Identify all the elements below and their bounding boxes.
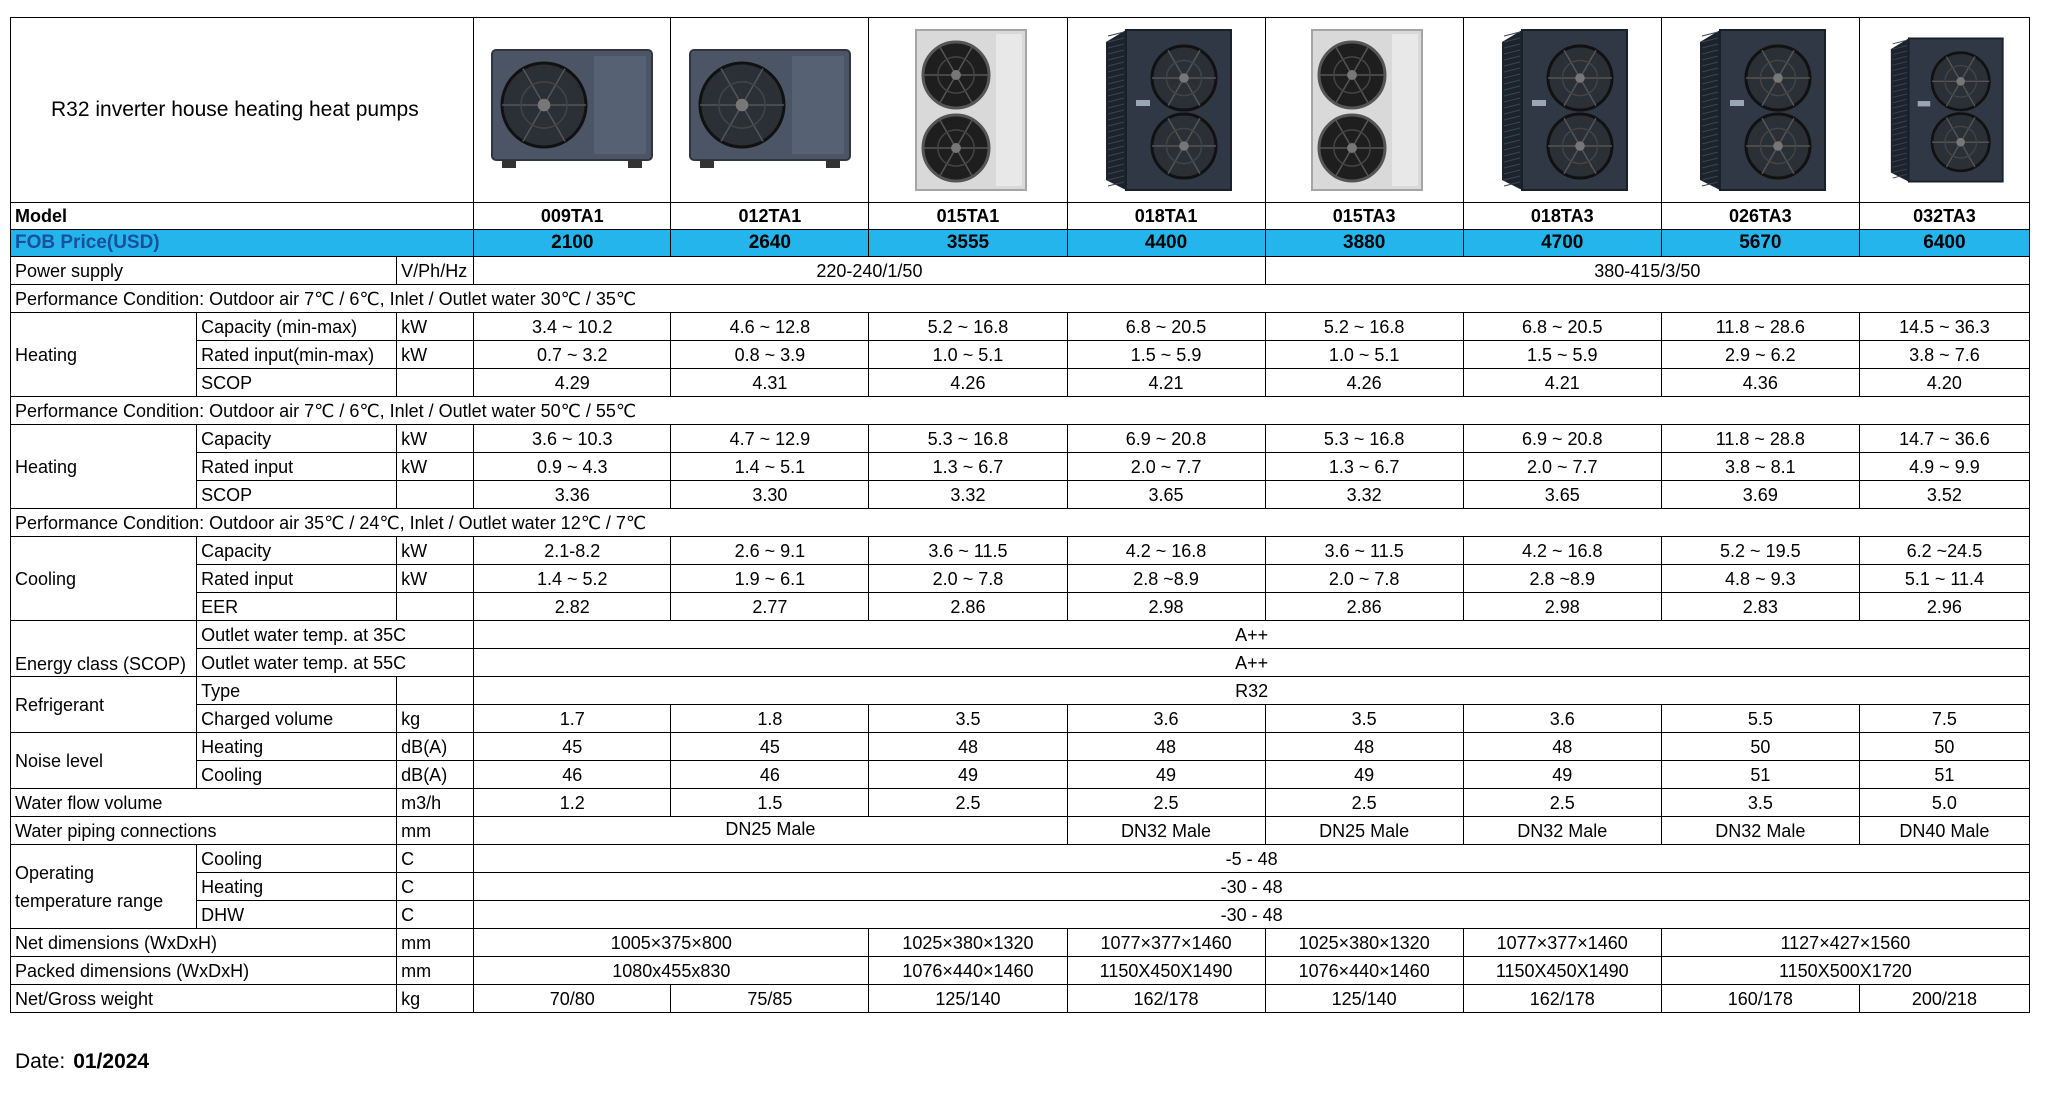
unit-image <box>1661 18 1859 203</box>
condition-row <box>11 397 2030 425</box>
unit-label: kW <box>397 565 474 593</box>
unit-label: V/Ph/Hz <box>397 257 474 285</box>
price-value: 4700 <box>1463 230 1661 257</box>
spec-value: 6.8 ~ 20.5 <box>1463 313 1661 341</box>
energy-class-value: A++ <box>474 621 2030 649</box>
spec-value: 5.2 ~ 16.8 <box>869 313 1067 341</box>
spec-value: 46 <box>474 761 671 789</box>
unit-label: C <box>397 901 474 929</box>
spec-value: 2.8 ~8.9 <box>1067 565 1265 593</box>
model-name: 012TA1 <box>671 203 869 230</box>
spec-value: 6.9 ~ 20.8 <box>1067 425 1265 453</box>
unit-image <box>1265 18 1463 203</box>
spec-value: 125/140 <box>869 985 1067 1013</box>
spec-value: 3.52 <box>1859 481 2029 509</box>
model-name: 015TA3 <box>1265 203 1463 230</box>
spec-value: DN40 Male <box>1859 817 2029 845</box>
spec-value: 3.30 <box>671 481 869 509</box>
spec-value: 2.82 <box>474 593 671 621</box>
spec-value: 0.8 ~ 3.9 <box>671 341 869 369</box>
spec-value: DN25 Male <box>474 817 1067 845</box>
spec-value: 4.9 ~ 9.9 <box>1859 453 2029 481</box>
spec-value: 1.9 ~ 6.1 <box>671 565 869 593</box>
condition-text: Performance Condition: Outdoor air 7℃ / 6℃, Inlet / Outlet water 30℃ / 35℃ <box>11 285 2030 313</box>
spec-value: 2.77 <box>671 593 869 621</box>
spec-value: 1.4 ~ 5.2 <box>474 565 671 593</box>
spec-value: 1025×380×1320 <box>1265 929 1463 957</box>
row-label: Cooling <box>197 761 397 789</box>
unit-label: mm <box>397 957 474 985</box>
energy-class-row <box>11 649 2030 677</box>
row-label: FOB Price(USD) <box>11 230 474 257</box>
op-temp-row <box>11 873 2030 901</box>
group-label <box>11 845 197 929</box>
unit-image <box>671 18 869 203</box>
row-label: Rated input(min-max) <box>197 341 397 369</box>
spec-value: 14.5 ~ 36.3 <box>1859 313 2029 341</box>
spec-value: 48 <box>869 733 1067 761</box>
spec-value: 1150X450X1490 <box>1067 957 1265 985</box>
spec-value: 11.8 ~ 28.6 <box>1661 313 1859 341</box>
unit-label: mm <box>397 817 474 845</box>
spec-table <box>10 17 2030 1013</box>
spec-value: 3.32 <box>1265 481 1463 509</box>
row-label: Charged volume <box>197 705 397 733</box>
unit-label: m3/h <box>397 789 474 817</box>
spec-value: 4.6 ~ 12.8 <box>671 313 869 341</box>
spec-value: 3.8 ~ 8.1 <box>1661 453 1859 481</box>
spec-value: 3.5 <box>869 705 1067 733</box>
row-label: DHW <box>197 901 397 929</box>
spec-value: 49 <box>869 761 1067 789</box>
heat-pump-illustration <box>1468 18 1657 202</box>
spec-value: 2.98 <box>1067 593 1265 621</box>
spec-value: 1150X500X1720 <box>1661 957 2029 985</box>
group-label-line: temperature range <box>15 890 164 911</box>
condition-text: Performance Condition: Outdoor air 35℃ / 24℃, Inlet / Outlet water 12℃ / 7℃ <box>11 509 2030 537</box>
spec-value: 160/178 <box>1661 985 1859 1013</box>
spec-row <box>11 481 2030 509</box>
row-label: Capacity <box>197 425 397 453</box>
spec-value: -30 - 48 <box>474 901 2030 929</box>
spec-value: 3.65 <box>1067 481 1265 509</box>
row-label: Heating <box>197 873 397 901</box>
spec-value: 2.8 ~8.9 <box>1463 565 1661 593</box>
spec-value: 2.5 <box>1463 789 1661 817</box>
power-value: 220-240/1/50 <box>474 257 1265 285</box>
spec-value: 3.69 <box>1661 481 1859 509</box>
spec-value: 4.26 <box>869 369 1067 397</box>
date-stamp <box>15 1050 149 1074</box>
spec-value: 3.6 <box>1067 705 1265 733</box>
spec-value: 1076×440×1460 <box>869 957 1067 985</box>
refrigerant-row <box>11 705 2030 733</box>
heat-pump-illustration <box>1864 18 2025 202</box>
unit-label: mm <box>397 929 474 957</box>
price-value: 6400 <box>1859 230 2029 257</box>
group-label: Heating <box>11 425 197 509</box>
row-label: Net dimensions (WxDxH) <box>11 929 397 957</box>
unit-label: kW <box>397 341 474 369</box>
spec-value: 2.5 <box>869 789 1067 817</box>
op-temp-row <box>11 845 2030 873</box>
spec-value: 1076×440×1460 <box>1265 957 1463 985</box>
spec-row <box>11 341 2030 369</box>
spec-value: 2.0 ~ 7.7 <box>1463 453 1661 481</box>
spec-value: 4.2 ~ 16.8 <box>1067 537 1265 565</box>
spec-value: 4.21 <box>1463 369 1661 397</box>
spec-row <box>11 593 2030 621</box>
spec-value: 48 <box>1463 733 1661 761</box>
row-label: SCOP <box>197 369 397 397</box>
row-label: Water flow volume <box>11 789 397 817</box>
spec-value: 162/178 <box>1463 985 1661 1013</box>
spec-value: 3.6 ~ 11.5 <box>869 537 1067 565</box>
spec-value: 48 <box>1265 733 1463 761</box>
power-supply-row <box>11 257 2030 285</box>
spec-value: 1.3 ~ 6.7 <box>1265 453 1463 481</box>
spec-value: 1.0 ~ 5.1 <box>1265 341 1463 369</box>
spec-value: 2.86 <box>1265 593 1463 621</box>
row-label: SCOP <box>197 481 397 509</box>
group-label: Energy class (SCOP) <box>11 621 197 677</box>
spec-value: 6.9 ~ 20.8 <box>1463 425 1661 453</box>
unit-label: kg <box>397 705 474 733</box>
spec-value: 6.2 ~24.5 <box>1859 537 2029 565</box>
unit-label: C <box>397 845 474 873</box>
spec-value: 45 <box>474 733 671 761</box>
spec-value: 2.0 ~ 7.8 <box>869 565 1067 593</box>
spec-value: 200/218 <box>1859 985 2029 1013</box>
spec-value: 1.3 ~ 6.7 <box>869 453 1067 481</box>
model-name: 032TA3 <box>1859 203 2029 230</box>
unit-label <box>397 481 474 509</box>
spec-row <box>11 369 2030 397</box>
spec-value: 4.21 <box>1067 369 1265 397</box>
spec-value: 2.98 <box>1463 593 1661 621</box>
dimensions-row <box>11 957 2030 985</box>
model-row <box>11 203 2030 230</box>
row-label: Capacity <box>197 537 397 565</box>
row-label: Packed dimensions (WxDxH) <box>11 957 397 985</box>
fob-price-row <box>11 230 2030 257</box>
spec-value: 1.5 ~ 5.9 <box>1067 341 1265 369</box>
header-row <box>11 18 2030 203</box>
spec-value: 50 <box>1661 733 1859 761</box>
spec-value: 2.9 ~ 6.2 <box>1661 341 1859 369</box>
spec-value: DN32 Male <box>1067 817 1265 845</box>
spec-value: 2.96 <box>1859 593 2029 621</box>
heat-pump-illustration <box>1072 18 1261 202</box>
spec-value: 125/140 <box>1265 985 1463 1013</box>
water-piping-row <box>11 817 2030 845</box>
spec-value: 5.3 ~ 16.8 <box>869 425 1067 453</box>
spec-value: 4.7 ~ 12.9 <box>671 425 869 453</box>
spec-value: 4.20 <box>1859 369 2029 397</box>
spec-value: 1005×375×800 <box>474 929 869 957</box>
price-value: 2640 <box>671 230 869 257</box>
model-name: 018TA1 <box>1067 203 1265 230</box>
row-label: Type <box>197 677 397 705</box>
spec-row <box>11 453 2030 481</box>
spec-value: 2.5 <box>1265 789 1463 817</box>
row-label: Water piping connections <box>11 817 397 845</box>
date-label: Date: <box>15 1050 66 1073</box>
spec-value: 2.86 <box>869 593 1067 621</box>
row-label: Rated input <box>197 453 397 481</box>
spec-value: 2.5 <box>1067 789 1265 817</box>
spec-value: 51 <box>1859 761 2029 789</box>
price-value: 3880 <box>1265 230 1463 257</box>
spec-value: 3.65 <box>1463 481 1661 509</box>
row-label: Rated input <box>197 565 397 593</box>
spec-value: 75/85 <box>671 985 869 1013</box>
spec-value: 2.1-8.2 <box>474 537 671 565</box>
spec-value: 3.4 ~ 10.2 <box>474 313 671 341</box>
unit-label: kW <box>397 313 474 341</box>
unit-label: dB(A) <box>397 761 474 789</box>
spec-value: 3.6 ~ 11.5 <box>1265 537 1463 565</box>
row-label: Heating <box>197 733 397 761</box>
spec-sheet <box>10 17 2030 1013</box>
op-temp-row <box>11 901 2030 929</box>
row-label: Outlet water temp. at 55C <box>197 649 474 677</box>
spec-value: 5.2 ~ 16.8 <box>1265 313 1463 341</box>
unit-image <box>1067 18 1265 203</box>
model-name: 009TA1 <box>474 203 671 230</box>
spec-value: 50 <box>1859 733 2029 761</box>
refrigerant-type: R32 <box>474 677 2030 705</box>
heat-pump-illustration <box>873 18 1062 202</box>
condition-row <box>11 285 2030 313</box>
spec-value: 3.36 <box>474 481 671 509</box>
spec-value: 1077×377×1460 <box>1463 929 1661 957</box>
spec-value: 0.7 ~ 3.2 <box>474 341 671 369</box>
sheet-title: R32 inverter house heating heat pumps <box>11 18 474 203</box>
spec-value: 0.9 ~ 4.3 <box>474 453 671 481</box>
spec-value: 162/178 <box>1067 985 1265 1013</box>
dimensions-row <box>11 929 2030 957</box>
group-label: Noise level <box>11 733 197 789</box>
weight-row <box>11 985 2030 1013</box>
spec-row <box>11 537 2030 565</box>
heat-pump-illustration <box>1666 18 1855 202</box>
spec-value: DN32 Male <box>1661 817 1859 845</box>
unit-label: kg <box>397 985 474 1013</box>
spec-value: 1.4 ~ 5.1 <box>671 453 869 481</box>
spec-value: 3.5 <box>1265 705 1463 733</box>
spec-value: 5.2 ~ 19.5 <box>1661 537 1859 565</box>
heat-pump-illustration <box>478 18 666 202</box>
spec-value: 3.5 <box>1661 789 1859 817</box>
condition-text: Performance Condition: Outdoor air 7℃ / 6℃, Inlet / Outlet water 50℃ / 55℃ <box>11 397 2030 425</box>
spec-value: 70/80 <box>474 985 671 1013</box>
group-label: Refrigerant <box>11 677 197 733</box>
row-label: Power supply <box>11 257 397 285</box>
model-name: 026TA3 <box>1661 203 1859 230</box>
row-label: EER <box>197 593 397 621</box>
spec-value: 3.8 ~ 7.6 <box>1859 341 2029 369</box>
unit-label <box>397 593 474 621</box>
price-value: 4400 <box>1067 230 1265 257</box>
spec-value: 5.3 ~ 16.8 <box>1265 425 1463 453</box>
spec-value: DN25 Male <box>1265 817 1463 845</box>
row-label: Model <box>11 203 474 230</box>
spec-value: 3.6 <box>1463 705 1661 733</box>
water-flow-row <box>11 789 2030 817</box>
price-value: 5670 <box>1661 230 1859 257</box>
spec-value: 1.8 <box>671 705 869 733</box>
spec-value: 4.36 <box>1661 369 1859 397</box>
spec-row <box>11 313 2030 341</box>
unit-label: kW <box>397 425 474 453</box>
spec-value: 4.29 <box>474 369 671 397</box>
spec-value: 1080x455x830 <box>474 957 869 985</box>
unit-label: C <box>397 873 474 901</box>
group-label-line: Operating <box>15 862 95 883</box>
spec-value: 11.8 ~ 28.8 <box>1661 425 1859 453</box>
spec-value: 48 <box>1067 733 1265 761</box>
energy-class-value: A++ <box>474 649 2030 677</box>
spec-value: 5.1 ~ 11.4 <box>1859 565 2029 593</box>
spec-value: 45 <box>671 733 869 761</box>
model-name: 015TA1 <box>869 203 1067 230</box>
heat-pump-illustration <box>675 18 864 202</box>
spec-value: DN32 Male <box>1463 817 1661 845</box>
unit-image <box>474 18 671 203</box>
spec-value: 49 <box>1265 761 1463 789</box>
heat-pump-illustration <box>1270 18 1459 202</box>
spec-row <box>11 425 2030 453</box>
spec-value: 6.8 ~ 20.5 <box>1067 313 1265 341</box>
spec-value: 7.5 <box>1859 705 2029 733</box>
group-label: Cooling <box>11 537 197 621</box>
energy-class-row <box>11 621 2030 649</box>
price-value: 3555 <box>869 230 1067 257</box>
spec-value: 51 <box>1661 761 1859 789</box>
spec-value: 1.7 <box>474 705 671 733</box>
date-value: 01/2024 <box>73 1050 150 1073</box>
spec-value: 4.2 ~ 16.8 <box>1463 537 1661 565</box>
unit-label: kW <box>397 537 474 565</box>
row-label: Outlet water temp. at 35C <box>197 621 474 649</box>
spec-value: 2.0 ~ 7.7 <box>1067 453 1265 481</box>
spec-value: 49 <box>1463 761 1661 789</box>
spec-value: 3.6 ~ 10.3 <box>474 425 671 453</box>
unit-label: kW <box>397 453 474 481</box>
unit-label <box>397 369 474 397</box>
spec-value: 1.5 ~ 5.9 <box>1463 341 1661 369</box>
spec-value: 1127×427×1560 <box>1661 929 2029 957</box>
spec-value: 49 <box>1067 761 1265 789</box>
spec-value: -30 - 48 <box>474 873 2030 901</box>
noise-row <box>11 761 2030 789</box>
spec-value: -5 - 48 <box>474 845 2030 873</box>
group-label: Heating <box>11 313 197 397</box>
spec-value: 1077×377×1460 <box>1067 929 1265 957</box>
spec-row <box>11 565 2030 593</box>
spec-value: 14.7 ~ 36.6 <box>1859 425 2029 453</box>
spec-value: 5.5 <box>1661 705 1859 733</box>
unit-image <box>1859 18 2029 203</box>
model-name: 018TA3 <box>1463 203 1661 230</box>
unit-label: dB(A) <box>397 733 474 761</box>
unit-label <box>397 677 474 705</box>
spec-value: 1025×380×1320 <box>869 929 1067 957</box>
row-label: Net/Gross weight <box>11 985 397 1013</box>
spec-value: 2.6 ~ 9.1 <box>671 537 869 565</box>
spec-value: 3.32 <box>869 481 1067 509</box>
spec-value: 2.0 ~ 7.8 <box>1265 565 1463 593</box>
unit-image <box>1463 18 1661 203</box>
spec-value: 4.26 <box>1265 369 1463 397</box>
spec-value: 2.83 <box>1661 593 1859 621</box>
spec-value: 1.5 <box>671 789 869 817</box>
spec-value: 1.2 <box>474 789 671 817</box>
unit-image <box>869 18 1067 203</box>
row-label: Cooling <box>197 845 397 873</box>
spec-value: 1.0 ~ 5.1 <box>869 341 1067 369</box>
price-value: 2100 <box>474 230 671 257</box>
noise-row <box>11 733 2030 761</box>
spec-value: 4.31 <box>671 369 869 397</box>
condition-row <box>11 509 2030 537</box>
spec-value: 46 <box>671 761 869 789</box>
refrigerant-row <box>11 677 2030 705</box>
power-value: 380-415/3/50 <box>1265 257 2029 285</box>
spec-value: 4.8 ~ 9.3 <box>1661 565 1859 593</box>
spec-value: 1150X450X1490 <box>1463 957 1661 985</box>
spec-value: 5.0 <box>1859 789 2029 817</box>
row-label: Capacity (min-max) <box>197 313 397 341</box>
